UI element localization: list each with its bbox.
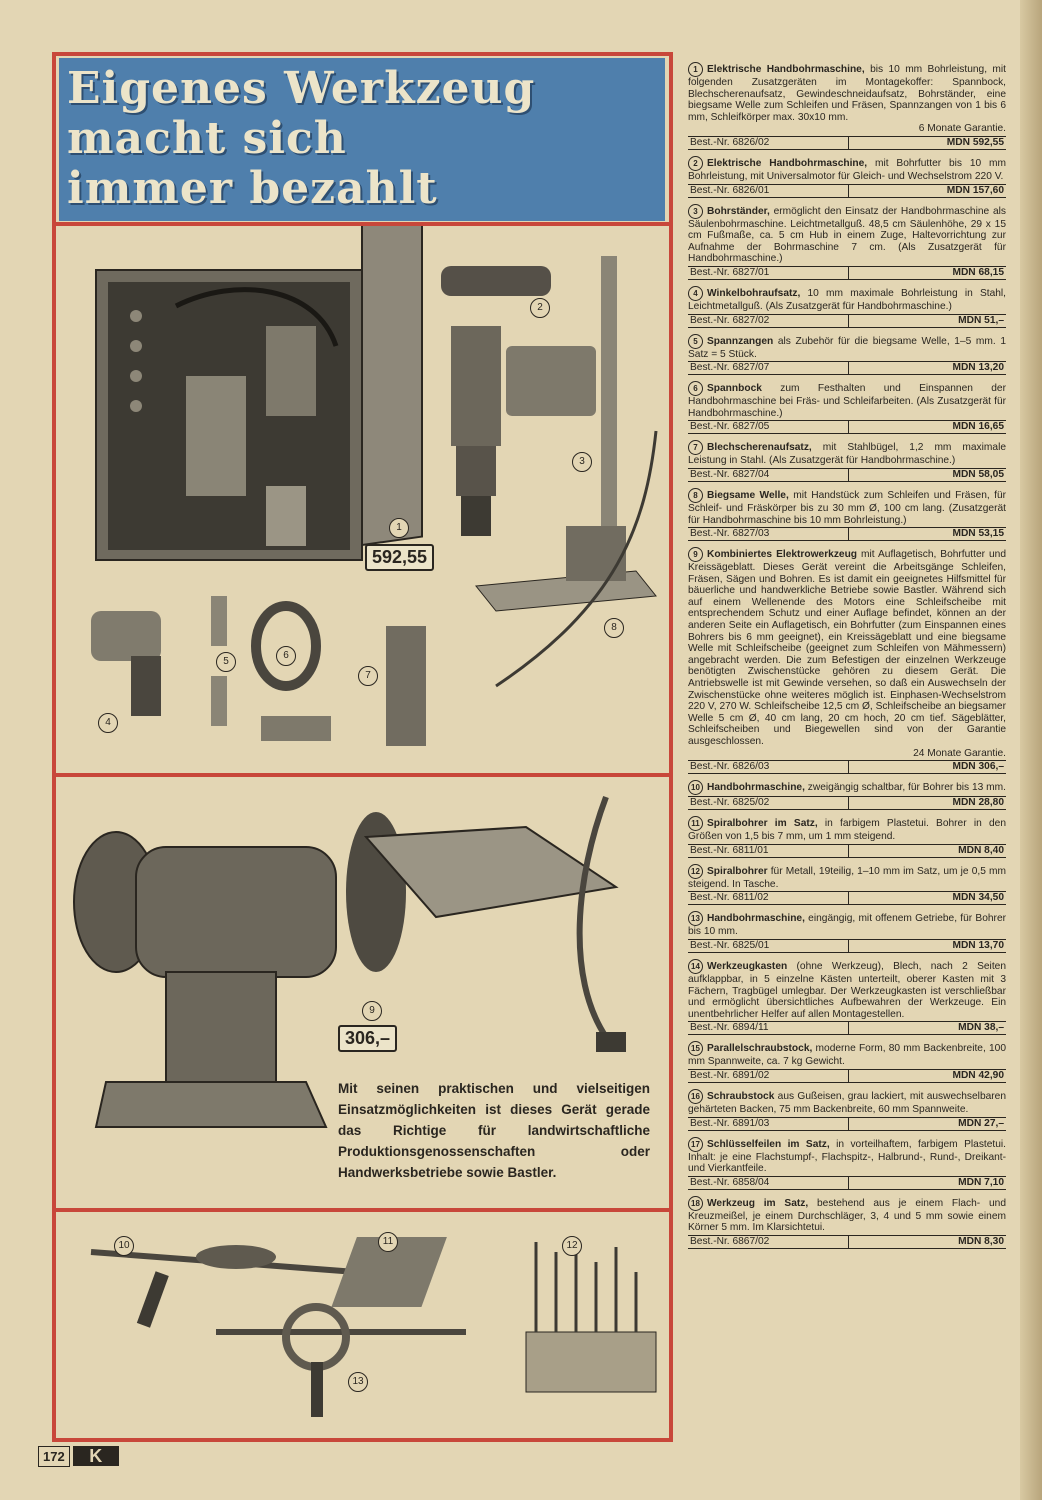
entry-number: 3 <box>688 204 703 219</box>
entry-number: 17 <box>688 1137 703 1152</box>
entry-body: mit Bohrfutter bis 10 mm Bohrleistung, mit Universalmotor für Gleich- und Wechselstrom 220 V. <box>688 158 1006 182</box>
footer <box>38 1444 119 1468</box>
catalog-entry <box>688 547 1006 774</box>
catalog-entry <box>688 816 1006 858</box>
order-number: Best.-Nr. 6826/03 <box>688 761 849 773</box>
order-row <box>688 468 1006 482</box>
entry-number: 5 <box>688 334 703 349</box>
order-number: Best.-Nr. 6827/02 <box>688 315 849 327</box>
entry-description <box>688 959 1006 1020</box>
headline-line-2: macht sich <box>67 113 347 164</box>
order-row <box>688 361 1006 375</box>
catalog-entry <box>688 286 1006 328</box>
entry-description <box>688 1041 1006 1068</box>
hand-tools-panel <box>56 1212 669 1438</box>
catalog-entry <box>688 488 1006 541</box>
entry-description <box>688 547 1006 748</box>
order-row <box>688 891 1006 905</box>
order-row <box>688 527 1006 541</box>
catalog-entry <box>688 1089 1006 1131</box>
order-price: MDN 38,– <box>958 1022 1004 1034</box>
entry-number: 16 <box>688 1089 703 1104</box>
entry-title: Spannbock <box>707 383 762 395</box>
catalog-entry <box>688 1137 1006 1190</box>
headline-line-1: Eigenes Werkzeug <box>67 63 536 114</box>
entry-title: Elektrische Handbohrmaschine, <box>707 64 865 76</box>
entry-number: 11 <box>688 816 703 831</box>
entry-title: Schlüsselfeilen im Satz, <box>707 1138 830 1150</box>
entry-body: zum Festhalten und Einspannen der Handbohrmaschine bei Fräs- und Schleifarbeiten. (Als Zusatzgerät für Handbohrmaschine.) <box>688 383 1006 419</box>
order-price: MDN 13,70 <box>952 939 1004 951</box>
order-number: Best.-Nr. 6811/02 <box>688 892 849 904</box>
entry-number: 8 <box>688 488 703 503</box>
entry-title: Werkzeugkasten <box>707 961 788 973</box>
entry-warranty: 24 Monate Garantie. <box>913 747 1006 759</box>
entry-description <box>688 286 1006 313</box>
entry-title: Kombiniertes Elektrowerkzeug <box>707 549 858 561</box>
catalog-entry <box>688 1196 1006 1249</box>
entry-number: 7 <box>688 440 703 455</box>
order-number: Best.-Nr. 6827/01 <box>688 267 849 279</box>
entry-body: mit Handstück zum Schleifen und Fräsen, für Schleif- und Fräskörper bis zu 30 mm Ø, 100 cm lang. (Zusatzgerät für Handbohrmaschine bis 10 mm Bohrleistung.) <box>688 490 1007 526</box>
order-row <box>688 420 1006 434</box>
marker-13: 13 <box>348 1372 368 1392</box>
entry-body: in farbigem Plastetui. Bohrer in den Größen von 1,5 bis 7 mm, um 1 mm steigend. <box>688 818 1006 843</box>
catalog-entry <box>688 1041 1006 1083</box>
order-price: MDN 7,10 <box>958 1176 1004 1188</box>
order-price: MDN 27,– <box>958 1117 1004 1129</box>
headline <box>59 58 665 221</box>
catalog-entry <box>688 911 1006 953</box>
marker-12: 12 <box>562 1236 582 1256</box>
page-edge <box>1020 0 1042 1500</box>
marker-1: 1 <box>389 518 409 538</box>
order-number: Best.-Nr. 6858/04 <box>688 1177 849 1189</box>
order-price: MDN 16,65 <box>952 421 1004 433</box>
entry-description <box>688 1137 1006 1175</box>
order-number: Best.-Nr. 6894/11 <box>688 1022 849 1034</box>
entry-number: 10 <box>688 780 703 795</box>
marker-8: 8 <box>604 618 624 638</box>
order-price: MDN 8,30 <box>958 1235 1004 1247</box>
entry-number: 6 <box>688 381 703 396</box>
entry-number: 9 <box>688 547 703 562</box>
order-row <box>688 314 1006 328</box>
drill-set-illustration <box>56 226 669 773</box>
order-row <box>688 1117 1006 1131</box>
entry-number: 18 <box>688 1196 703 1211</box>
entry-description <box>688 334 1006 361</box>
order-number: Best.-Nr. 6827/03 <box>688 528 849 540</box>
entry-number: 12 <box>688 864 703 879</box>
order-row <box>688 184 1006 198</box>
entry-description <box>688 864 1006 891</box>
order-price: MDN 34,50 <box>952 892 1004 904</box>
order-price: MDN 13,20 <box>952 362 1004 374</box>
entry-description <box>688 816 1006 843</box>
page-number: 172 <box>38 1446 70 1467</box>
catalog-entry <box>688 62 1006 150</box>
entry-body: in vorteilhaftem, farbigem Plastetui. Inhalt: je eine Flachstumpf-, Flachspitz-, Halbrund-, Rund-, Dreikant- und Vierkantfeile. <box>688 1138 1006 1175</box>
entry-number: 15 <box>688 1041 703 1056</box>
entry-body: ermöglicht den Einsatz der Handbohrmaschine als Säulenbohrmaschine. Leichtmetallguß. 48,5 cm Säulenhöhe, 29 x 15 cm Fußmaße, ca. 5 cm Hub in einem Zuge, Haltevorrichtung zur Aufnahme der Bohrmaschine 7 cm. (Als Zusatzgerät für Handbohrmaschine.) <box>688 205 1006 265</box>
order-number: Best.-Nr. 6891/02 <box>688 1070 849 1082</box>
order-number: Best.-Nr. 6827/07 <box>688 362 849 374</box>
catalog-entry <box>688 204 1006 280</box>
entry-body: moderne Form, 80 mm Backenbreite, 100 mm Spannweite, ca. 7 kg Gewicht. <box>688 1043 1006 1068</box>
entry-number: 2 <box>688 156 703 171</box>
catalog-entry <box>688 381 1006 434</box>
entry-body: aus Gußeisen, grau lackiert, mit auswechselbaren gehärteten Backen, 75 mm Backenbreite, 60 mm Spannweite. <box>688 1091 1006 1115</box>
entry-title: Handbohrmaschine, <box>707 782 805 794</box>
order-row <box>688 1176 1006 1190</box>
headline-line-3: immer bezahlt <box>67 163 438 214</box>
marker-9: 9 <box>362 1001 382 1021</box>
entry-title: Spiralbohrer im Satz, <box>707 818 818 830</box>
entry-title: Parallelschraubstock, <box>707 1043 813 1055</box>
order-price: MDN 58,05 <box>952 468 1004 480</box>
entry-body: als Zubehör für die biegsame Welle, 1–5 mm. 1 Satz = 5 Stück. <box>688 335 1006 360</box>
order-row <box>688 266 1006 280</box>
entry-title: Bohrständer, <box>707 205 770 217</box>
order-price: MDN 68,15 <box>952 266 1004 278</box>
combined-tool-price-tag: 306,– <box>338 1025 397 1052</box>
catalog-entry <box>688 334 1006 376</box>
catalog-entry <box>688 440 1006 482</box>
drill-set-price-tag: 592,55 <box>365 544 434 571</box>
catalog-entry <box>688 864 1006 906</box>
order-number: Best.-Nr. 6827/04 <box>688 469 849 481</box>
order-price: MDN 8,40 <box>958 844 1004 856</box>
entry-description <box>688 156 1006 183</box>
frame-bottom <box>52 1438 673 1442</box>
order-number: Best.-Nr. 6825/01 <box>688 940 849 952</box>
order-row <box>688 1235 1006 1249</box>
entry-number: 1 <box>688 62 703 77</box>
order-number: Best.-Nr. 6811/01 <box>688 845 849 857</box>
entry-body: für Metall, 19teilig, 1–10 mm im Satz, um je 0,5 mm steigend. In Tasche. <box>688 865 1006 890</box>
entry-body: mit Stahlbügel, 1,2 mm maximale Leistung in Stahl. (Als Zusatzgerät für Handbohrmaschine.) <box>688 442 1006 467</box>
entry-title: Handbohrmaschine, <box>707 913 805 925</box>
catalog-entry <box>688 959 1006 1035</box>
order-price: MDN 306,– <box>952 761 1004 773</box>
order-price: MDN 28,80 <box>952 797 1004 809</box>
entry-body: bestehend aus je einem Flach- und Kreuzmeißel, je einem Durchschläger, 3, 4 und 5 mm sowie einem Körner 5 mm. Im Klarsichtetui. <box>688 1197 1006 1234</box>
entry-number: 14 <box>688 959 703 974</box>
order-number: Best.-Nr. 6891/03 <box>688 1118 849 1130</box>
entry-number: 13 <box>688 911 703 926</box>
order-number: Best.-Nr. 6826/02 <box>688 137 849 149</box>
marker-4: 4 <box>98 713 118 733</box>
order-row <box>688 844 1006 858</box>
entry-description <box>688 911 1006 938</box>
marker-10: 10 <box>114 1236 134 1256</box>
catalog-entry <box>688 156 1006 198</box>
entry-title: Blechscherenaufsatz, <box>707 442 812 454</box>
entry-body: zweigängig schaltbar, für Bohrer bis 13 mm. <box>804 782 1006 794</box>
order-row <box>688 1021 1006 1035</box>
order-price: MDN 51,– <box>958 314 1004 326</box>
entry-title: Spiralbohrer <box>707 865 768 877</box>
entry-description <box>688 1196 1006 1234</box>
entry-title: Werkzeug im Satz, <box>707 1197 809 1209</box>
entry-description <box>688 62 1006 123</box>
combined-tool-caption: Mit seinen praktischen und vielseitigen Einsatzmöglichkeiten ist dieses Gerät gerade das Richtige für landwirtschaftliche Produktionsgenossenschaften oder Handwerksbetriebe sowie Bastler. <box>338 1081 650 1180</box>
entry-body: bis 10 mm Bohrleistung, mit folgenden Zusatzgeräten im Montagekoffer: Spannbock, Blechscherenaufsatz, Gewindeschneidaufsatz, Bohrständer, eine biegsame Welle zum Schleifen und Fräsen, Spannzangen von 1 bis 6 mm, Schleifkörper max. 30x10 mm. <box>688 64 1006 123</box>
entry-body: (ohne Werkzeug), Blech, nach 2 Seiten aufklappbar, in 5 einzelne Kästen unterteilt, oberer Kasten mit 3 Fächern, Tragbügel umlegbar. Der Werkzeugkasten ist verschließbar und ermöglicht übersichtliches Aufbewahren der Werkzeuge. Ein unentbehrlicher Helfer auf allen Montagestellen. <box>688 961 1006 1020</box>
entry-title: Elektrische Handbohrmaschine, <box>707 158 868 170</box>
marker-6: 6 <box>276 646 296 666</box>
order-number: Best.-Nr. 6867/02 <box>688 1236 849 1248</box>
entry-description <box>688 440 1006 467</box>
frame-top <box>52 52 673 56</box>
entry-description <box>688 1089 1006 1116</box>
entry-title: Spannzangen <box>707 335 774 347</box>
publisher-logo: K <box>73 1446 119 1466</box>
order-row <box>688 796 1006 810</box>
marker-7: 7 <box>358 666 378 686</box>
entry-title: Winkelbohraufsatz, <box>707 288 801 300</box>
order-number: Best.-Nr. 6827/05 <box>688 421 849 433</box>
entry-warranty: 6 Monate Garantie. <box>918 123 1006 135</box>
entry-description <box>688 381 1006 419</box>
order-row <box>688 136 1006 150</box>
order-row <box>688 760 1006 774</box>
order-price: MDN 157,60 <box>946 184 1004 196</box>
entry-title: Biegsame Welle, <box>707 490 789 502</box>
entry-body: mit Auflagetisch, Bohrfutter und Kreissägeblatt. Dieses Gerät vereint die Arbeitsgänge Schleifen, Fräsen, Sägen und Bohren. Es ist damit ein geeignetes Hilfsmittel für bäuerliche und handwerkliche Betriebe sowie Bastler. Während sich auf einem Wellenende des Motors eine Schleifscheibe mit entsprechendem Schutz und einer Auflage befindet, können an der anderen Seite ein Auflagetisch, ein Bohrfutter (zum Einspannen eines Bohrers bis 6 mm geeignet), ein Kreissägeblatt und eine biegsame Welle mit Schleifscheibe (geeignet zum Schleifen von Mähmessern) angebracht werden. Die zum Befestigen der einzelnen Werkzeuge benötigten Zwischenstücke gehören zu diesem Gerät. Die Antriebswelle ist mit Gewinde versehen, so daß ein Auswechseln der Zwischenstücke ohne weiteres möglich ist. Einphasen-Wechselstrom 220 V, 270 W. Schleifscheibe 12,5 cm Ø, Schleifscheibe an biegsamer Welle 5 cm Ø, 40 cm lang, 20 cm hoch, 20 cm tief. Sägeblätter, Schleifscheiben und Biegewellen sind von der Garantie ausgeschlossen. <box>688 549 1006 747</box>
catalog-entries <box>688 62 1006 1255</box>
entry-body: eingängig, mit offenem Getriebe, für Bohrer bis 10 mm. <box>688 913 1006 938</box>
order-number: Best.-Nr. 6825/02 <box>688 797 849 809</box>
order-row <box>688 1069 1006 1083</box>
marker-3: 3 <box>572 452 592 472</box>
entry-description <box>688 204 1006 265</box>
marker-11: 11 <box>378 1232 398 1252</box>
order-price: MDN 592,55 <box>946 136 1004 148</box>
entry-description <box>688 780 1006 795</box>
entry-body: 10 mm maximale Bohrleistung in Stahl, Leichtmetallguß. (Als Zusatzgerät für Handbohrmaschine.) <box>688 288 1006 312</box>
order-price: MDN 53,15 <box>952 528 1004 540</box>
drill-set-panel <box>56 226 669 773</box>
order-row <box>688 939 1006 953</box>
frame-right <box>669 52 673 1442</box>
marker-5: 5 <box>216 652 236 672</box>
catalog-entry <box>688 780 1006 810</box>
order-price: MDN 42,90 <box>952 1069 1004 1081</box>
entry-number: 4 <box>688 286 703 301</box>
entry-title: Schraubstock <box>707 1091 775 1103</box>
order-number: Best.-Nr. 6826/01 <box>688 185 849 197</box>
marker-2: 2 <box>530 298 550 318</box>
entry-description <box>688 488 1006 526</box>
